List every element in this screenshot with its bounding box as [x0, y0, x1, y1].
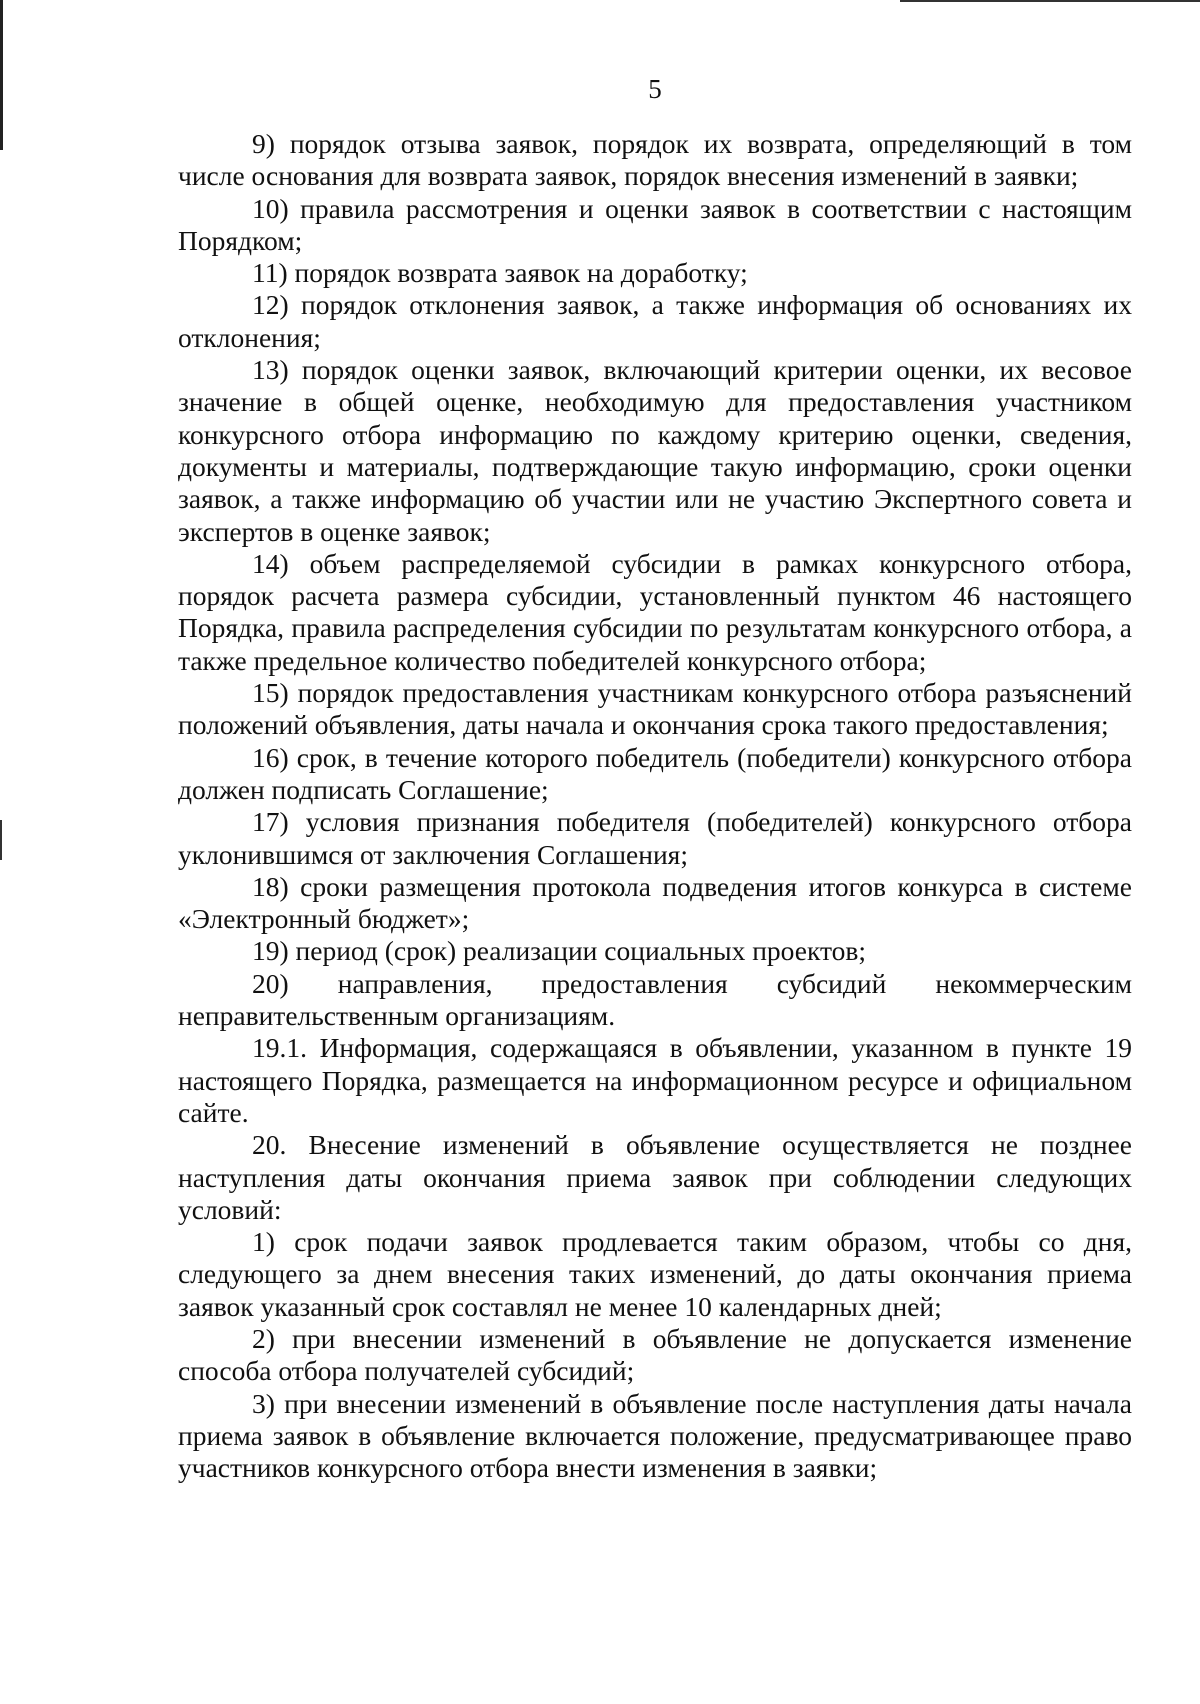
paragraph-item-19: 19) период (срок) реализации социальных проектов; — [252, 935, 866, 967]
paragraph-clause-20: 20. Внесение изменений в объявление осуществляется не позднее наступления даты окончания приема заявок при соблюдении следующих условий: — [178, 1129, 1132, 1225]
scan-edge-mark — [0, 820, 2, 860]
scan-edge-mark — [900, 0, 1200, 2]
paragraph-item-12: 12) порядок отклонения заявок, а также информация об основаниях их отклонения; — [178, 289, 1132, 353]
paragraph-item-11: 11) порядок возврата заявок на доработку; — [252, 257, 748, 289]
paragraph-item-13: 13) порядок оценки заявок, включающий критерии оценки, их весовое значение в общей оценке, необходимую для предоставления участником конкурсного отбора информацию по каждому критерию оценки, сведения, документы и материалы, подтверждающие такую информацию, сроки оценки заявок, а также информацию об участии или не участию Экспертного совета и экспертов в оценке заявок; — [178, 354, 1132, 547]
paragraph-condition-3: 3) при внесении изменений в объявление после наступления даты начала приема заявок в объявление включается положение, предусматривающее право участников конкурсного отбора внести изменения в заявки; — [178, 1387, 1132, 1484]
paragraph-item-14: 14) объем распределяемой субсидии в рамках конкурсного отбора, порядок расчета размера субсидии, установленный пунктом 46 настоящего Порядка, правила распределения субсидии по результатам конкурсного отбора, а также предельное количество победителей конкурсного отбора; — [178, 547, 1132, 676]
paragraph-clause-19-1: 19.1. Информация, содержащаяся в объявлении, указанном в пункте 19 настоящего Порядка, размещается на информационном ресурсе и официальном сайте. — [178, 1032, 1132, 1128]
paragraph-item-16: 16) срок, в течение которого победитель (победители) конкурсного отбора должен подписать Соглашение; — [178, 741, 1132, 805]
paragraph-item-18: 18) сроки размещения протокола подведения итогов конкурса в системе «Электронный бюджет»; — [178, 870, 1132, 935]
paragraph-item-15: 15) порядок предоставления участникам конкурсного отбора разъяснений положений объявления, даты начала и окончания срока такого предоставления; — [178, 677, 1132, 741]
paragraph-item-9: 9) порядок отзыва заявок, порядок их возврата, определяющий в том числе основания для возврата заявок, порядок внесения изменений в заявки; — [178, 128, 1132, 192]
paragraph-condition-2: 2) при внесении изменений в объявление не допускается изменение способа отбора получателей субсидий; — [178, 1322, 1132, 1387]
paragraph-item-10: 10) правила рассмотрения и оценки заявок в соответствии с настоящим Порядком; — [178, 192, 1132, 256]
paragraph-item-17: 17) условия признания победителя (победителей) конкурсного отбора уклонившимся от заключения Соглашения; — [178, 806, 1132, 870]
paragraph-condition-1: 1) срок подачи заявок продлевается таким образом, чтобы со дня, следующего за днем внесения таких изменений, до даты окончания приема заявок указанный срок составлял не менее 10 календарных дней; — [178, 1226, 1132, 1322]
document-body — [178, 128, 1132, 1484]
page-number: 5 — [648, 74, 662, 104]
paragraph-item-20: 20) направления, предоставления субсидий некоммерческим неправительственным организациям. — [178, 967, 1132, 1032]
